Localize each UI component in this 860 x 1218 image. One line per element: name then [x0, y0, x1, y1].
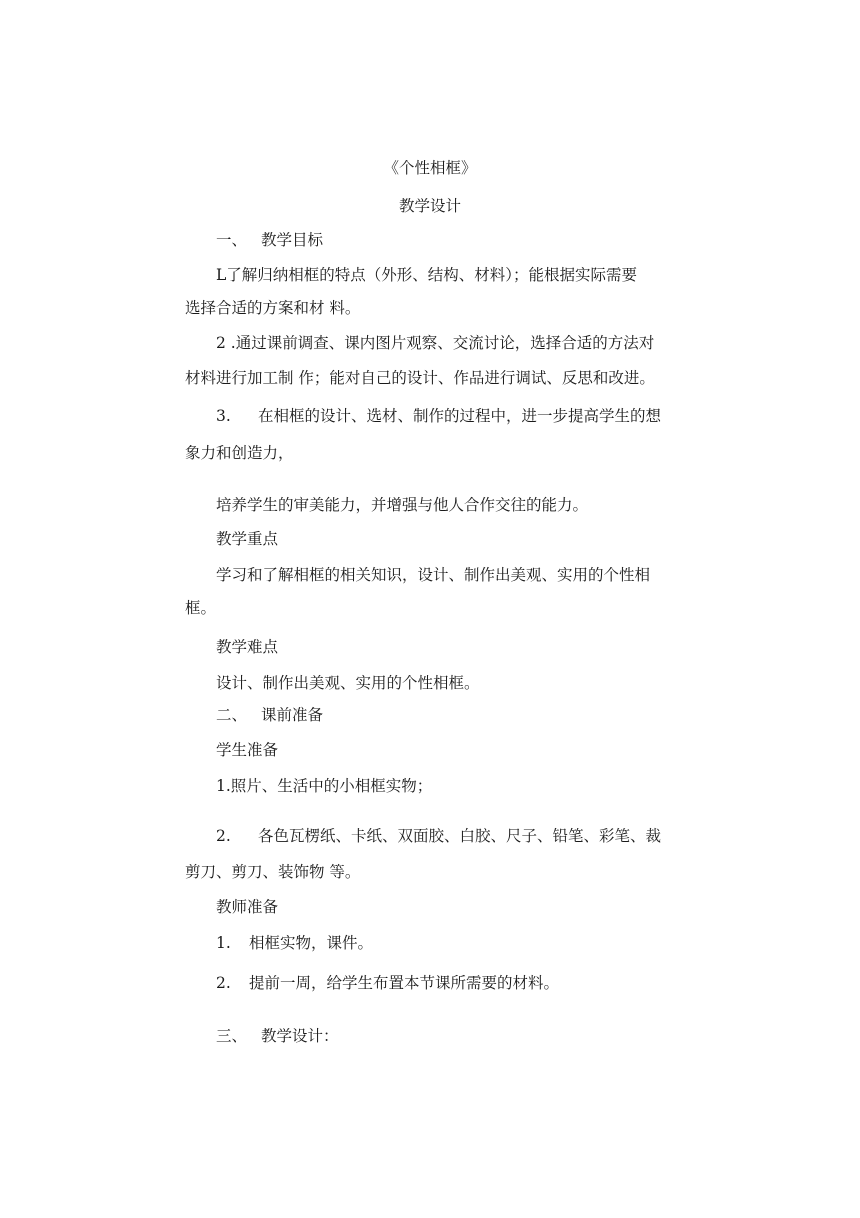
goal-3-text: 在相框的设计、选材、制作的过程中，进一步提高学生的想: [258, 407, 662, 425]
key-points-line-1: 学习和了解相框的相关知识，设计、制作出美观、实用的个性相: [216, 566, 651, 584]
goal-1-line-1: L了解归纳相框的特点（外形、结构、材料）；能根据实际需要: [216, 266, 638, 284]
teacher-prep-heading: 教师准备: [216, 898, 279, 916]
goal-2-line-1: 2 .通过课前调查、课内图片观察、交流讨论，选择合适的方法对: [216, 334, 655, 352]
key-points-heading: 教学重点: [216, 530, 279, 548]
section-3-heading: [216, 1026, 339, 1046]
section-2-heading: [216, 705, 323, 725]
teacher-prep-item-2-text: 提前一周，给学生布置本节课所需要的材料。: [249, 974, 560, 992]
student-prep-item-1: 1.照片、生活中的小相框实物；: [216, 777, 433, 795]
document-title: 《个性相框》: [383, 159, 477, 177]
student-prep-heading: 学生准备: [216, 741, 279, 759]
difficulties-text: 设计、制作出美观、实用的个性相框。: [216, 674, 480, 692]
student-prep-item-2-text: 各色瓦楞纸、卡纸、双面胶、白胶、尺子、铅笔、彩笔、裁: [258, 827, 662, 845]
section-2-number: 二、: [216, 706, 248, 724]
document-subtitle: 教学设计: [398, 197, 461, 215]
teacher-prep-item-1: [216, 933, 373, 953]
goal-3-line-1: [216, 406, 661, 426]
section-3-number: 三、: [216, 1027, 248, 1045]
key-points-line-2: 框。: [185, 599, 217, 617]
section-2-title: 课前准备: [261, 706, 324, 724]
section-1-heading: [216, 230, 323, 250]
goal-2-line-2: 材料进行加工制 作；能对自己的设计、作品进行调试、反思和改进。: [185, 369, 655, 387]
difficulties-heading: 教学难点: [216, 638, 279, 656]
goal-1-line-2: 选择合适的方案和材 料。: [185, 299, 361, 317]
teacher-prep-item-1-text: 相框实物，课件。: [249, 934, 374, 952]
teacher-prep-item-1-number: 1.: [216, 934, 231, 952]
goal-3-line-2: 象力和创造力，: [185, 444, 294, 462]
section-3-title: 教学设计：: [261, 1027, 339, 1045]
section-1-number: 一、: [216, 231, 248, 249]
goal-3-number: 3.: [216, 407, 231, 425]
student-prep-item-2-line-2: 剪刀、剪刀、装饰物 等。: [185, 863, 361, 881]
student-prep-item-2-number: 2.: [216, 827, 231, 845]
section-1-title: 教学目标: [261, 231, 324, 249]
student-prep-item-2-line-1: [216, 826, 661, 846]
teacher-prep-item-2: [216, 973, 559, 993]
teacher-prep-item-2-number: 2.: [216, 974, 231, 992]
goal-3-line-3: 培养学生的审美能力，并增强与他人合作交往的能力。: [216, 496, 589, 514]
